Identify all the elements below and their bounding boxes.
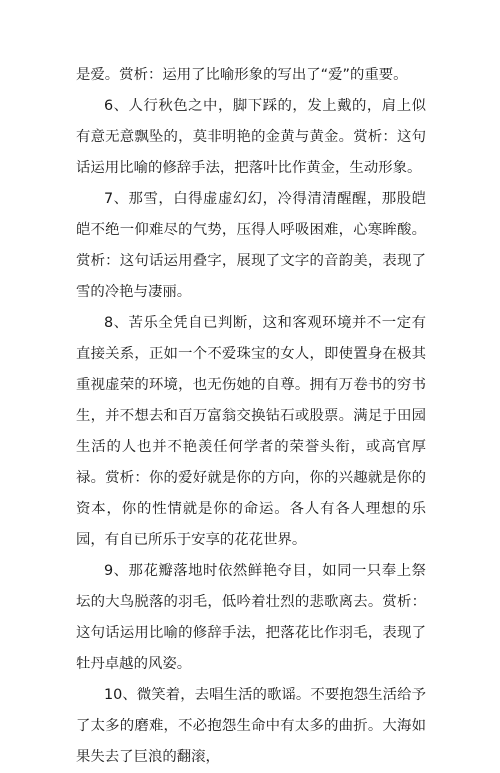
paragraph: 10、微笑着，去唱生活的歌谣。不要抱怨生活给予了太多的磨难，不必抱怨生命中有太多的曲折。大海如果失去了巨浪的翻滚， bbox=[76, 687, 426, 765]
document-body bbox=[76, 60, 426, 773]
paragraph: 6、人行秋色之中，脚下踩的，发上戴的，肩上似有意无意飘坠的，莫非明艳的金黄与黄金。赏析：这句话运用比喻的修辞手法，把落叶比作黄金，生动形象。 bbox=[76, 98, 426, 176]
paragraph: 9、那花瓣落地时依然鲜艳夺目，如同一只奉上祭坛的大鸟脱落的羽毛，低吟着壮烈的悲歌离去。赏析：这句话运用比喻的修辞手法，把落花比作羽毛，表现了牡丹卓越的风姿。 bbox=[76, 563, 426, 672]
paragraph: 是爱。赏析：运用了比喻形象的写出了“爱”的重要。 bbox=[76, 67, 408, 83]
paragraph: 7、那雪，白得虚虚幻幻，冷得清清醒醒，那股皑皑不绝一仰难尽的气势，压得人呼吸困难，心寒眸酸。赏析：这句话运用叠字，展现了文字的音韵美，表现了雪的冷艳与凄丽。 bbox=[76, 191, 426, 300]
paragraph: 8、苦乐全凭自已判断，这和客观环境并不一定有直接关系，正如一个不爱珠宝的女人，即使置身在极其重视虚荣的环境，也无伤她的自尊。拥有万卷书的穷书生，并不想去和百万富翁交换钻石或股票。满足于田园生活的人也并不艳羡任何学者的荣誉头衔，或高官厚禄。赏析：你的爱好就是你的方向，你的兴趣就是你的资本，你的性情就是你的命运。各人有各人理想的乐园，有自已所乐于安享的花花世界。 bbox=[76, 315, 426, 548]
